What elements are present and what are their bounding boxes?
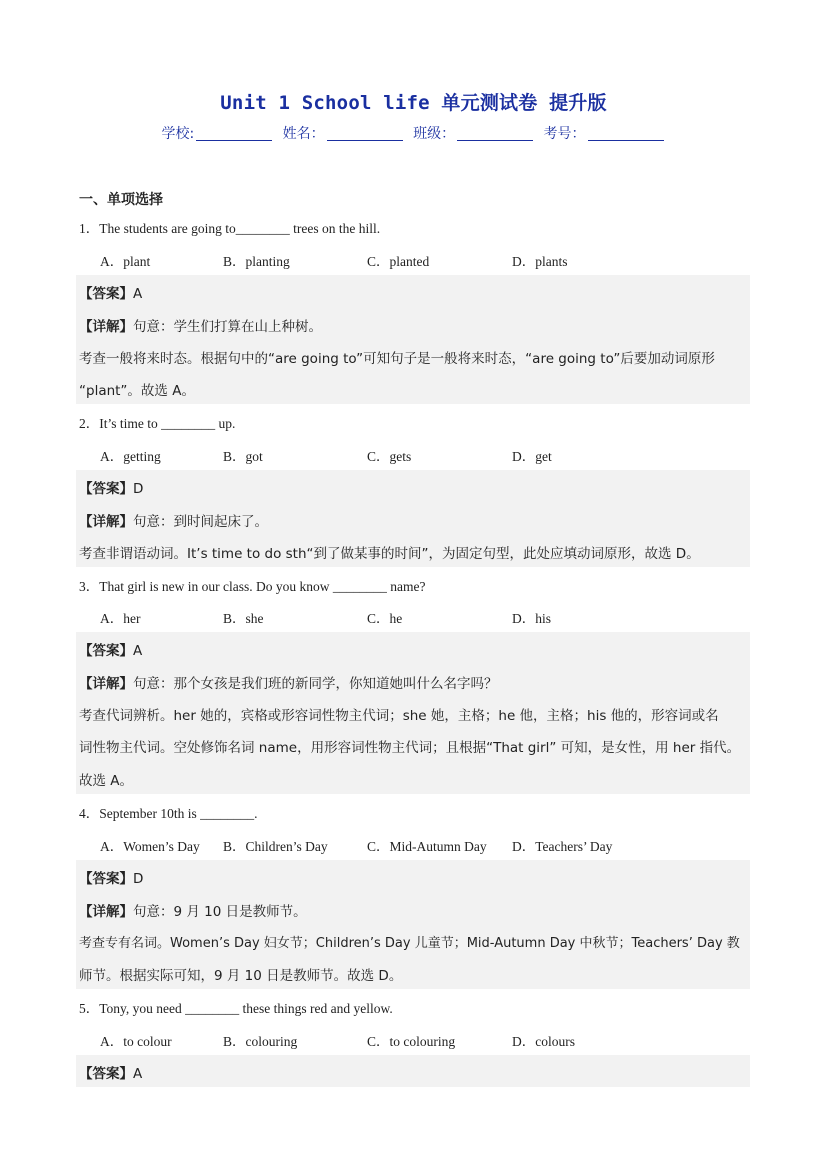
option-d: D．Teachers’ Day [512,839,613,854]
option-d: D．his [512,611,552,626]
explanation-line: 【详解】句意：9 月 10 日是教师节。 [79,904,307,920]
explanation-line: 【详解】句意：那个女孩是我们班的新同学，你知道她叫什么名字吗？ [79,676,498,692]
school-blank [196,126,272,141]
option-d: D．colours [512,1034,575,1049]
option-d: D．plants [512,254,568,269]
question-stem: 1．The students are going to________ trees on the hill. [79,221,381,236]
question-stem: 2．It’s time to ________ up. [79,416,236,431]
answer-key: 【答案】A [79,286,143,302]
option-c: C．he [367,611,403,626]
explanation-line: 考查代词辨析。her 她的，宾格或形容词性物主代词；she 她，主格；he 他，主格；his 他的，形容词或名 [79,708,719,724]
option-b: B．planting [223,254,290,269]
exam-number-label: 考号： [543,126,586,142]
option-a: A．her [100,611,141,626]
option-b: B．Children’s Day [223,839,328,854]
answer-box [76,275,750,404]
option-b: B．she [223,611,264,626]
exam-number-blank [588,126,664,141]
explanation-line: “plant”。故选 A。 [79,383,195,399]
explanation-line: 师节。根据实际可知，9 月 10 日是教师节。故选 D。 [79,968,403,984]
answer-box [76,1055,750,1087]
question-stem: 5．Tony, you need ________ these things red and yellow. [79,1001,393,1016]
option-a: A．Women’s Day [100,839,200,854]
student-info-line [0,123,827,143]
answer-box [76,860,750,989]
answer-box [76,632,750,794]
answer-key: 【答案】D [79,871,144,887]
explanation-line: 考查一般将来时态。根据句中的“are going to”可知句子是一般将来时态，“are going to”后要加动词原形 [79,351,715,367]
class-label: 班级： [413,126,456,142]
explanation-line: 故选 A。 [79,773,134,789]
answer-key: 【答案】D [79,481,144,497]
option-a: A．to colour [100,1034,172,1049]
question-stem: 4．September 10th is ________. [79,806,258,821]
name-blank [327,126,403,141]
option-a: A．plant [100,254,151,269]
option-b: B．colouring [223,1034,298,1049]
explanation-line: 【详解】句意：学生们打算在山上种树。 [79,319,322,335]
answer-key: 【答案】A [79,643,143,659]
question-stem: 3．That girl is new in our class. Do you know ________ name? [79,579,426,594]
option-c: C．Mid-Autumn Day [367,839,487,854]
option-c: C．planted [367,254,430,269]
name-label: 姓名： [282,126,325,142]
page-title: Unit 1 School life 单元测试卷 提升版 [220,92,607,114]
section-title: 一、单项选择 [79,192,163,208]
option-b: B．got [223,449,263,464]
answer-box [76,470,750,567]
answer-key: 【答案】A [79,1066,143,1082]
option-c: C．to colouring [367,1034,456,1049]
school-label: 学校: [161,126,195,142]
option-d: D．get [512,449,552,464]
option-a: A．getting [100,449,161,464]
explanation-line: 【详解】句意：到时间起床了。 [79,514,268,530]
explanation-line: 词性物主代词。空处修饰名词 name，用形容词性物主代词；且根据“That girl” 可知，是女性，用 her 指代。 [79,740,741,756]
option-c: C．gets [367,449,412,464]
explanation-line: 考查专有名词。Women’s Day 妇女节；Children’s Day 儿童节；Mid-Autumn Day 中秋节；Teachers’ Day 教 [79,936,740,951]
class-blank [457,126,533,141]
explanation-line: 考查非谓语动词。It’s time to do sth“到了做某事的时间”，为固定句型，此处应填动词原形，故选 D。 [79,546,700,562]
